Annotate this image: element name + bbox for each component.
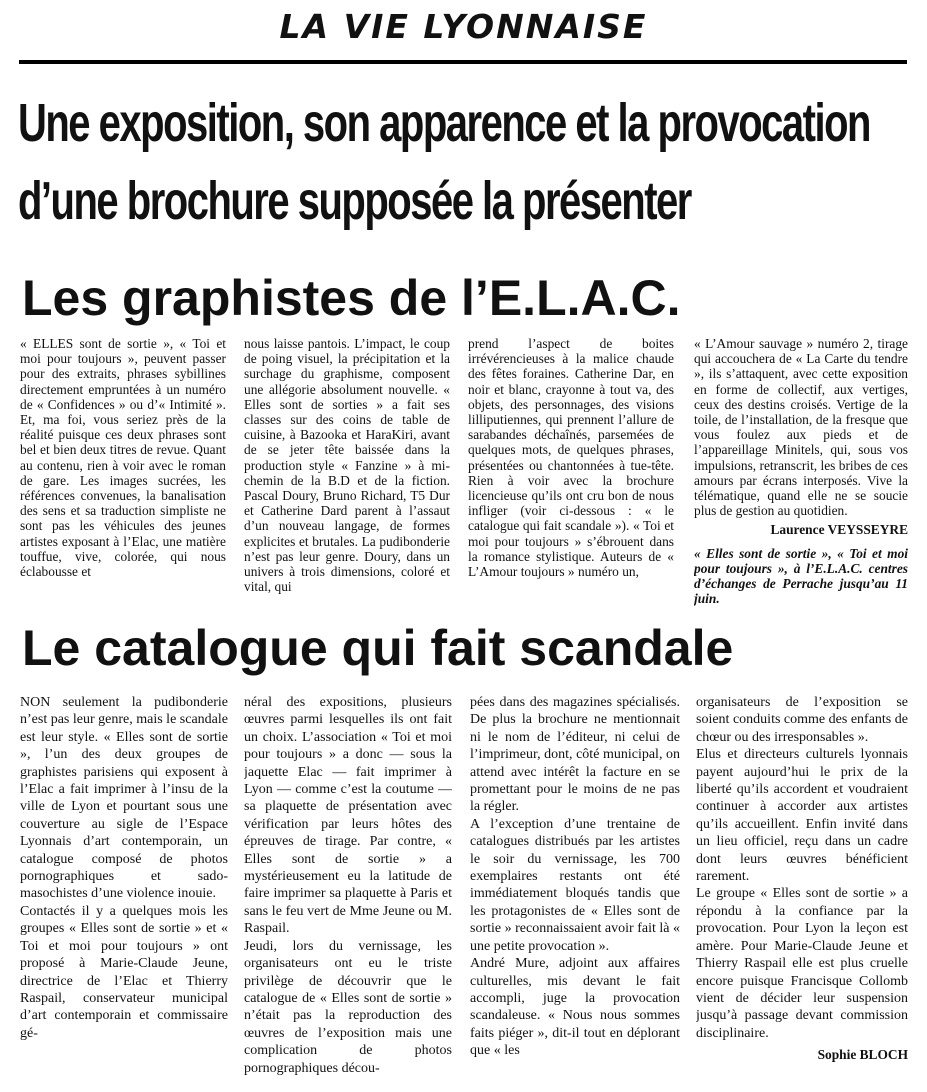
article1-signature: Laurence VEYSSEYRE — [770, 522, 908, 538]
article1-column-4 — [694, 336, 908, 614]
article1-column-4-text: « L’Amour sauvage » numéro 2, tirage qui accouchera de « La Carte du tendre », ils s’attaquent, avec cette exposition en forme de collectif, aux vertiges, ceux des destins croisés. Vertige de la toile, de l’installation, de la fresque que vous foulez aux pieds et de l’appareillage Minitels, qui, sous vos impulsions, retranscrit, les bribes de ces amours par écrans interposés. Vive la télématique, quand elle ne se soucie plus de gestion au quotidien. — [694, 336, 908, 519]
article1-column-1-text: « ELLES sont de sortie », « Toi et moi pour toujours », peuvent passer pour des extraits, phrases sybillines directement empruntées à un numéro de « Confidences » ou d’« Intimité ». Et, ma foi, vous seriez près de la réalité puisque ces deux phrases sont bel et bien deux titres de revue. Quant au contenu, rien à voir avec le roman de gare. Les images sucrées, les références convenues, la banalisation des sens et sa traduction simpliste ne sont pas les véhicules des jeunes artistes exposant à l’Elac, une matière touffue, vive, colorée, qui nous éclabousse et — [20, 336, 226, 580]
article2-column-3-text: pées dans des magazines spécialisés. De plus la brochure ne mentionnait ni le nom de l’éditeur, ni celui de l’imprimeur, dont, côté municipal, on attend avec intérêt la facture en se promettant pour le moins de ne pas la régler. A l’exception d’une trentaine de catalogues distribués par les artistes le soir du vernissage, les 700 exemplaires restants ont été immédiatement bloqués tandis que les protagonistes de « Elles sont de sortie » reconnaissaient avoir fait là « une petite provocation ». André Mure, adjoint aux affaires culturelles, mis devant le fait accompli, juge la provocation scandaleuse. « Nous nous sommes faits piéger », dit-il tout en déplorant que « les — [470, 695, 680, 1059]
article2-column-4 — [696, 694, 908, 1086]
article2-column-1-text: NON seulement la pudibonderie n’est pas leur genre, mais le scandale est leur style. « Elles sont de sortie », l’un des deux groupes de graphistes parisiens qui exposent à l’Elac a fait imprimer à l’insu de la ville de Lyon et pourtant sous une couverture au sigle de l’Espace Lyonnais d’art contemporain, un catalogue composé de photos pornographiques et sado-masochistes d’une violence inouie. Contactés il y a quelques mois les groupes « Elles sont de sortie » et « Toi et moi pour toujours » ont proposé à Marie-Claude Jeune, directrice de l’Elac et Thierry Raspail, conservateur municipal d’art contemporain et commissaire gé- — [20, 695, 228, 1041]
article1-column-1 — [20, 336, 226, 614]
article1-column-2-text: nous laisse pantois. L’impact, le coup de poing visuel, la précipitation et la surchage du graphisme, composent une allégorie absolument nouvelle. « Elles sont de sorties » a fait ses classes sur des coins de table de cuisine, à Bazooka et HaraKiri, avant de se jeter tête baissée dans la production style « Fanzine » à mi-chemin de la B.D et de la fiction. Pascal Doury, Bruno Richard, T5 Dur et Catherine Dard parent à l’assaut d’un nouveau langage, de formes explicites et brutales. La pudibonderie n’est pas leur genre. Doury, dans un univers à trois dimensions, coloré et vital, qui — [244, 336, 450, 595]
article1-column-2 — [244, 336, 450, 614]
article1-column-3 — [468, 336, 674, 614]
subhead-graphistes: Les graphistes de l’E.L.A.C. — [22, 270, 681, 326]
article2-signature: Sophie BLOCH — [817, 1047, 908, 1063]
article2-column-3 — [470, 694, 680, 1086]
article1-credit: « Elles sont de sortie », « Toi et moi pour toujours », à l’E.L.A.C. centres d’échanges de Perrache jusqu’au 11 juin. — [694, 545, 908, 607]
article2-column-2 — [244, 694, 452, 1086]
section-title: LA VIE LYONNAISE — [279, 7, 648, 46]
article2-column-4-text: organisateurs de l’exposition se soient conduits comme des enfants de chœur ou des irresponsables ». Elus et directeurs culturels lyonnais payent aujourd’hui le prix de la liberté qu’ils accordent et voudraient continuer à accorder aux artistes qu’ils accueillent. Enfin invité dans un lieu officiel, reçu dans un cadre dont leurs œuvres bénéficient rarement. Le groupe « Elles sont de sortie » a répondu à la confiance par la provocation. Pour Lyon la leçon est amère. Pour Marie-Claude Jeune et Thierry Raspail elle est plus cruelle encore puisque Francisque Collomb vient de décider leur suspension jusqu’à passage devant commission disciplinaire. — [696, 695, 908, 1041]
headline: Une exposition, son apparence et la provocation d’une brochure supposée la présenter — [18, 93, 870, 231]
section-rule — [19, 60, 907, 64]
subhead-catalogue: Le catalogue qui fait scandale — [22, 620, 734, 676]
article2-column-2-text: néral des expositions, plusieurs œuvres parmi lesquelles ils ont fait un choix. L’association « Toi et moi pour toujours » a donc — sous la jaquette Elac — fait imprimer à Lyon — comme c’est la coutume — sa plaquette de présentation avec vérification par leurs hôtes des épreuves de tirage. Par contre, « Elles sont de sortie » a mystérieusement eu la latitude de faire imprimer sa plaquette à Paris et sans le feu vert de Mme Jeune ou M. Raspail. Jeudi, lors du vernissage, les organisateurs ont eu le triste privilège de découvrir que le catalogue de « Elles sont de sortie » n’était pas la reproduction des œuvres de l’exposition mais une complication de photos pornographiques décou- — [244, 695, 452, 1076]
article1-column-3-text: prend l’aspect de boites irrévérencieuses à la malice chaude des fêtes foraines. Catherine Dar, en noir et blanc, crayonne à tout va, des objets, des personnages, des visions lilliputiennes, qui prennent l’allure de sarabandes déchaînés, parsemées de quelques mots, de quelques phrases, présentées ou chantonnées à tue-tête. Rien à voir avec la brochure licencieuse qu’ils ont cru bon de nous infliger (voir ci-dessous : « le catalogue qui fait scandale »). « Toi et moi pour toujours » s’ébrouent dans la romance stylistique. Auteurs de « L’Amour toujours » numéro un, — [468, 336, 674, 580]
article2-column-1 — [20, 694, 228, 1086]
